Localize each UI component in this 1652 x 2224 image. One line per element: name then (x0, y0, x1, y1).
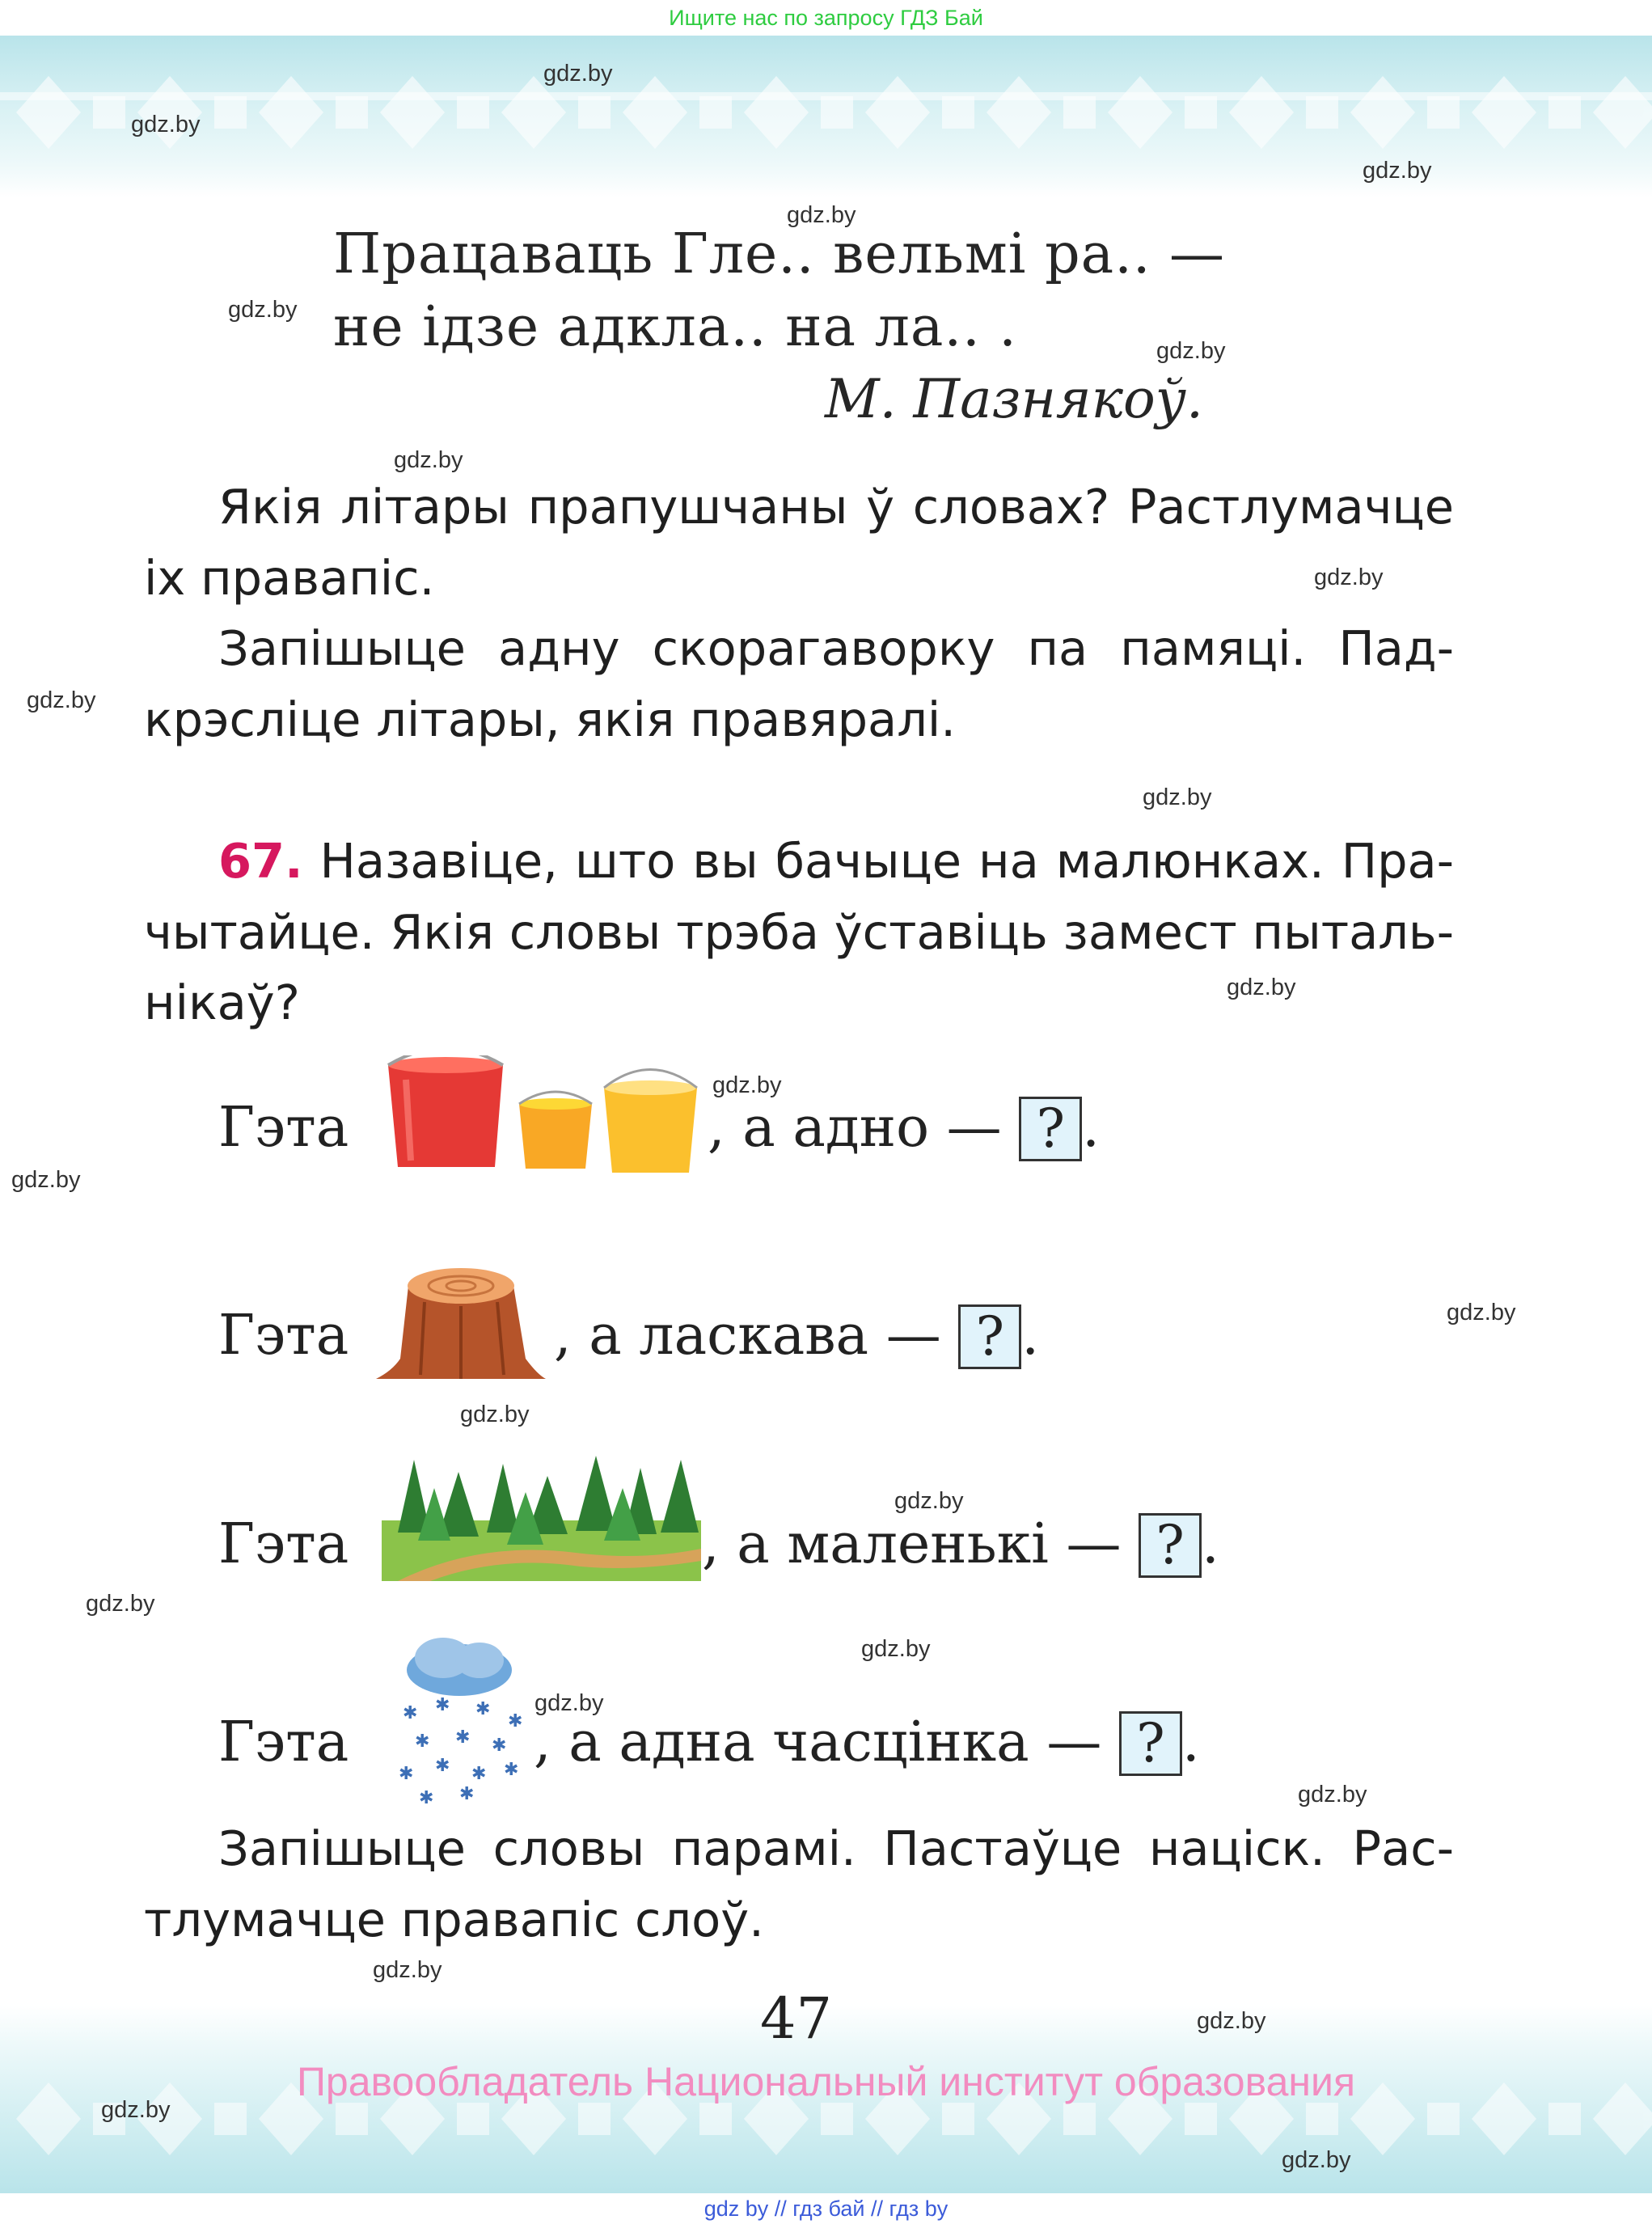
svg-text:✱: ✱ (399, 1764, 414, 1784)
row-1-end: . (1082, 1096, 1100, 1160)
row-2-tail: , а ласкава — (554, 1304, 959, 1368)
question-2-line-2: крэсліце літары, якія правяралі. (144, 691, 957, 747)
poem-line-2: не ідзе адкла.. на ла.. . (333, 295, 1017, 359)
poem-line-1: Працаваць Гле.. вельмі ра.. — (333, 222, 1226, 286)
row-3-sentence (702, 1512, 1219, 1578)
forest-icon (382, 1444, 701, 1585)
question-1-line-1: Якія літары прапушчаны ў словах? Растлумачце (218, 479, 1454, 535)
bucket-icon (382, 1055, 705, 1181)
watermark: gdz.by (460, 1402, 530, 1427)
task-line-2: тлумачце правапіс слоў. (144, 1892, 764, 1947)
row-1-tail: , а адно — (708, 1096, 1020, 1160)
row-4-tail: , а адна часцінка — (534, 1710, 1119, 1774)
watermark: gdz.by (131, 112, 201, 137)
exercise-67-l2 (144, 897, 1454, 968)
svg-text:✱: ✱ (475, 1699, 491, 1719)
svg-text:✱: ✱ (492, 1736, 507, 1756)
svg-text:✱: ✱ (455, 1727, 471, 1748)
task-line-1: Запішыце словы парамі. Пастаўце націск. Рас- (218, 1820, 1454, 1876)
svg-text:✱: ✱ (435, 1756, 450, 1776)
svg-text:✱: ✱ (419, 1788, 434, 1808)
row-3-tail: , а маленькі — (702, 1512, 1139, 1576)
question-2-cont (144, 684, 1454, 755)
task (144, 1813, 1454, 1884)
bottom-banner: gdz by // гдз бай // гдз by (0, 2193, 1652, 2224)
row-1-gata: Гэта (218, 1096, 349, 1160)
row-2-gata: Гэта (218, 1304, 349, 1368)
question-2-line-1: Запішыце адну скорагаворку па памяці. Пад- (218, 620, 1454, 676)
row-2-end: . (1021, 1304, 1039, 1368)
watermark: gdz.by (534, 1690, 604, 1716)
watermark: gdz.by (1143, 784, 1212, 810)
svg-text:✱: ✱ (403, 1703, 418, 1723)
row-3-question-box: ? (1139, 1513, 1202, 1578)
watermark: gdz.by (228, 297, 298, 323)
svg-text:✱: ✱ (504, 1760, 519, 1780)
row-3-gata: Гэта (218, 1512, 349, 1576)
watermark: gdz.by (86, 1591, 155, 1617)
watermark: gdz.by (712, 1072, 782, 1098)
watermark: gdz.by (543, 61, 613, 87)
watermark: gdz.by (861, 1636, 931, 1662)
watermark: gdz.by (373, 1957, 442, 1983)
row-1-sentence (708, 1096, 1100, 1161)
question-2 (144, 613, 1454, 684)
copyright-notice: Правообладатель Национальный институт образования (296, 2059, 1356, 2104)
stump-icon (376, 1262, 546, 1387)
exercise-number: 67. (218, 833, 303, 889)
svg-text:✱: ✱ (459, 1784, 475, 1804)
watermark: gdz.by (1447, 1300, 1516, 1326)
watermark: gdz.by (101, 2097, 171, 2123)
watermark: gdz.by (11, 1167, 81, 1193)
watermark: gdz.by (27, 687, 96, 713)
watermark: gdz.by (1298, 1782, 1367, 1808)
exercise-line-2: чытайце. Якія словы трэба ўставіць замест пыталь- (144, 904, 1454, 960)
watermark: gdz.by (394, 447, 463, 473)
snow-cloud-icon (387, 1630, 532, 1812)
row-4-end: . (1181, 1710, 1200, 1774)
svg-text:✱: ✱ (435, 1695, 450, 1715)
exercise-67 (144, 826, 1454, 897)
exercise-line-1: Назавіце, што вы бачыце на малюнках. Пра- (319, 833, 1454, 889)
question-1-cont (144, 543, 1454, 614)
page-number: 47 (760, 1985, 833, 2052)
row-2-sentence (554, 1304, 1039, 1369)
row-4-gata: Гэта (218, 1710, 349, 1774)
svg-text:✱: ✱ (471, 1764, 487, 1784)
top-banner: Ищите нас по запросу ГДЗ Бай (0, 0, 1652, 36)
watermark: gdz.by (1156, 338, 1226, 364)
exercise-line-3: нікаў? (144, 975, 300, 1030)
row-4-sentence (534, 1710, 1200, 1776)
row-4-question-box: ? (1119, 1711, 1182, 1776)
watermark: gdz.by (787, 202, 856, 228)
svg-text:✱: ✱ (415, 1731, 430, 1752)
watermark: gdz.by (1227, 975, 1296, 1000)
watermark: gdz.by (1197, 2008, 1266, 2034)
svg-text:✱: ✱ (508, 1711, 523, 1731)
watermark: gdz.by (894, 1488, 964, 1514)
poem-author: М. Пазнякоў. (825, 368, 1204, 430)
watermark: gdz.by (1363, 158, 1432, 184)
watermark: gdz.by (1282, 2147, 1351, 2173)
row-1-question-box: ? (1019, 1097, 1082, 1161)
row-3-end: . (1202, 1512, 1219, 1576)
task-cont (144, 1884, 1454, 1956)
watermark: gdz.by (1314, 564, 1384, 590)
row-2-question-box: ? (958, 1304, 1021, 1369)
question-1 (144, 471, 1454, 543)
question-1-line-2: іх правапіс. (144, 550, 435, 606)
